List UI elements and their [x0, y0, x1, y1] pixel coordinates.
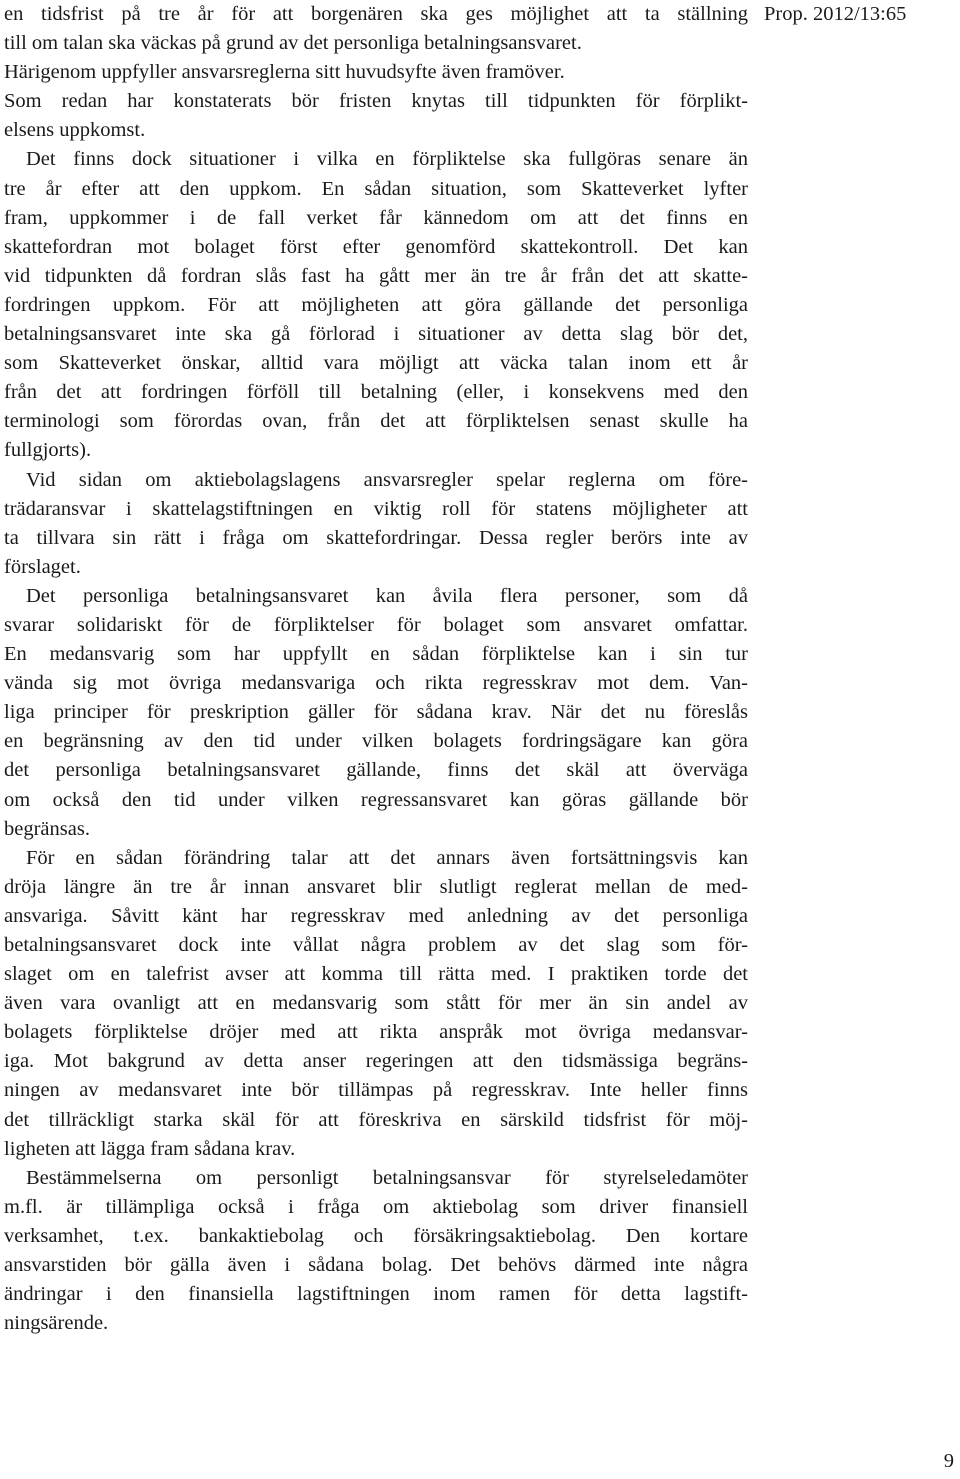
text-line: en tidsfrist på tre år för att borgenären ska ges möjlighet att ta ställning — [4, 3, 748, 25]
text-line: det personliga betalningsansvaret gällande, finns det skäl att överväga — [4, 759, 748, 782]
text-line: liga principer för preskription gäller för sådana krav. När det nu föreslås — [4, 701, 748, 724]
text-line: förslaget. — [4, 555, 81, 578]
text-line: m.fl. är tillämpliga också i fråga om aktiebolag som driver finansiell — [4, 1195, 748, 1218]
text-line: ansvariga. Såvitt känt har regresskrav med anledning av det personliga — [4, 904, 748, 927]
text-line: vända sig mot övriga medansvariga och rikta regresskrav mot dem. Van- — [4, 672, 748, 695]
text-line: Bestämmelserna om personligt betalningsansvar för styrelseledamöter — [26, 1166, 748, 1189]
text-line: även vara ovanligt att en medansvarig som stått för mer än sin andel av — [4, 992, 748, 1015]
text-line: Det personliga betalningsansvaret kan åvila flera personer, som då — [26, 584, 748, 607]
text-line: ändringar i den finansiella lagstiftningen inom ramen för detta lagstift- — [4, 1283, 748, 1306]
text-line: vid tidpunkten då fordran slås fast ha gått mer än tre år från det att skatte- — [4, 264, 748, 287]
text-line: Som redan har konstaterats bör fristen knytas till tidpunkten för förplikt- — [4, 90, 748, 113]
text-line: om också den tid under vilken regressansvaret kan göras gällande bör — [4, 788, 748, 811]
text-line: Vid sidan om aktiebolagslagens ansvarsregler spelar reglerna om före- — [26, 468, 748, 491]
text-line: tre år efter att den uppkom. En sådan situation, som Skatteverket lyfter — [4, 177, 748, 200]
text-line: En medansvarig som har uppfyllt en sådan förpliktelse kan i sin tur — [4, 643, 748, 666]
text-line: till om talan ska väckas på grund av det personliga betalningsansvaret. — [4, 32, 582, 55]
text-line: fordringen uppkom. För att möjligheten att göra gällande det personliga — [4, 293, 748, 316]
text-line: ansvarstiden bör gälla även i sådana bolag. Det behövs därmed inte några — [4, 1254, 748, 1277]
text-line: dröja längre än tre år innan ansvaret blir slutligt reglerat mellan de med- — [4, 875, 748, 898]
text-line: fullgjorts). — [4, 439, 92, 462]
text-line: betalningsansvaret inte ska gå förlorad i situationer av detta slag bör det, — [4, 323, 748, 346]
page-number: 9 — [943, 1450, 954, 1472]
text-line: iga. Mot bakgrund av detta anser regeringen att den tidsmässiga begräns- — [4, 1050, 748, 1073]
text-line: elsens uppkomst. — [4, 119, 146, 142]
text-line: som Skatteverket önskar, alltid vara möjligt att väcka talan inom ett år — [4, 352, 748, 375]
text-line: betalningsansvaret dock inte vållat några problem av det slag som för- — [4, 934, 748, 956]
text-line: en begränsning av den tid under vilken bolagets fordringsägare kan göra — [4, 730, 748, 753]
text-line: ta tillvara sin rätt i fråga om skattefordringar. Dessa regler berörs inte av — [4, 526, 748, 549]
text-line: skattefordran mot bolaget först efter genomförd skattekontroll. Det kan — [4, 235, 748, 258]
body-text — [4, 0, 748, 1338]
text-line: det tillräckligt starka skäl för att föreskriva en särskild tidsfrist för möj- — [4, 1108, 748, 1131]
text-line: ningsärende. — [4, 1312, 109, 1335]
text-line: Det finns dock situationer i vilka en förpliktelse ska fullgöras senare än — [26, 148, 748, 171]
text-line: bolagets förpliktelse dröjer med att rikta anspråk mot övriga medansvar- — [4, 1021, 748, 1044]
text-line: trädaransvar i skattelagstiftningen en viktig roll för statens möjligheter att — [4, 497, 748, 520]
text-line: För en sådan förändring talar att det annars även fortsättningsvis kan — [26, 846, 748, 869]
text-line: fram, uppkommer i de fall verket får kännedom om att det finns en — [4, 206, 748, 229]
text-line: verksamhet, t.ex. bankaktiebolag och försäkringsaktiebolag. Den kortare — [4, 1224, 748, 1247]
text-line: slaget om en talefrist avser att komma till rätta med. I praktiken torde det — [4, 963, 748, 986]
text-line: begränsas. — [4, 817, 90, 840]
text-line: från det att fordringen förföll till betalning (eller, i konsekvens med den — [4, 381, 748, 404]
text-line: svarar solidariskt för de förpliktelser för bolaget som ansvaret omfattar. — [4, 613, 748, 636]
text-line: ligheten att lägga fram sådana krav. — [4, 1137, 296, 1160]
text-line: Härigenom uppfyller ansvarsreglerna sitt huvudsyfte även framöver. — [4, 61, 565, 84]
proposition-reference: Prop. 2012/13:65 — [764, 3, 907, 25]
text-line: ningen av medansvaret inte bör tillämpas på regresskrav. Inte heller finns — [4, 1079, 748, 1102]
text-line: terminologi som förordas ovan, från det att förpliktelsen senast skulle ha — [4, 410, 748, 433]
